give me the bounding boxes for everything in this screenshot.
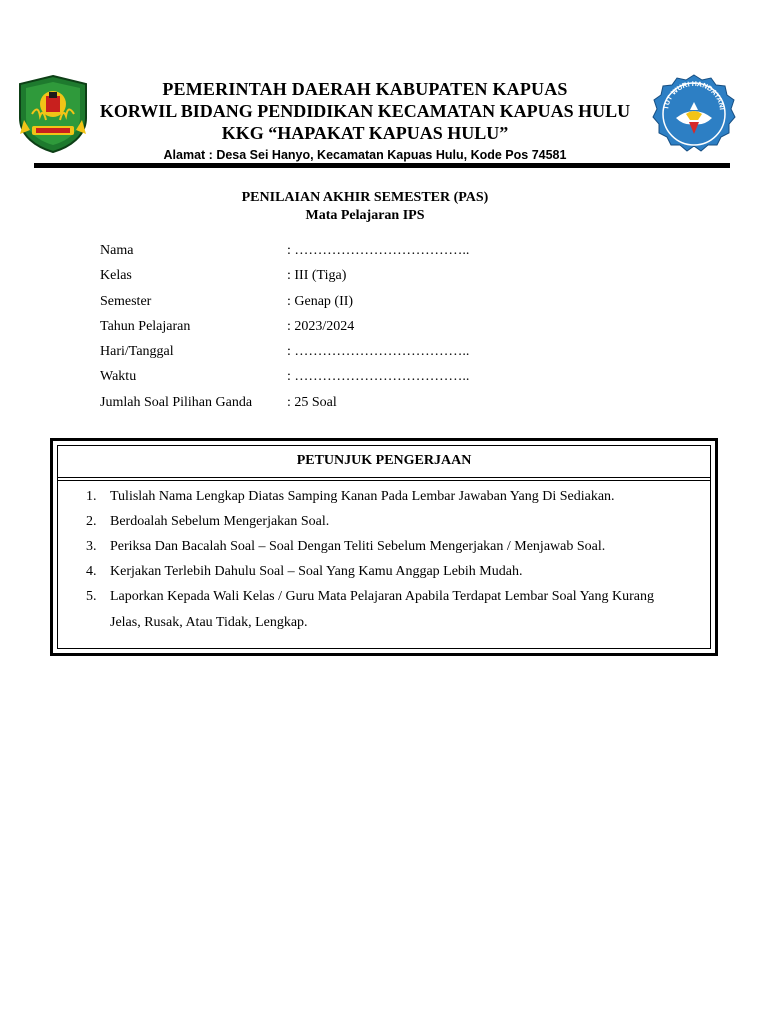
list-item-text: Periksa Dan Bacalah Soal – Soal Dengan Teliti Sebelum Mengerjakan / Menjawab Soal. — [110, 539, 606, 554]
exam-title — [100, 189, 630, 225]
list-item-text: Kerjakan Terlebih Dahulu Soal – Soal Yang Kamu Anggap Lebih Mudah. — [110, 564, 523, 579]
info-value: : III (Tiga) — [287, 268, 347, 284]
info-row-semester — [100, 292, 660, 317]
list-item — [58, 484, 710, 510]
list-item — [58, 584, 710, 636]
info-row-jumlah-soal — [100, 393, 660, 418]
instructions-inner-frame — [57, 445, 711, 649]
info-label: Semester — [100, 293, 152, 309]
exam-title-line: PENILAIAN AKHIR SEMESTER (PAS) — [241, 190, 489, 205]
info-value: : Genap (II) — [287, 293, 354, 309]
list-item-text: Tulislah Nama Lengkap Diatas Samping Kanan Pada Lembar Jawaban Yang Di Sediakan. — [110, 489, 615, 504]
info-value: : ……………………………….. — [287, 344, 470, 360]
info-value: : ……………………………….. — [287, 243, 470, 258]
list-item-number: 2. — [86, 514, 97, 529]
list-item — [58, 509, 710, 535]
info-label: Tahun Pelajaran — [100, 318, 191, 334]
info-row-nama — [100, 241, 660, 266]
list-item-text: Laporkan Kepada Wali Kelas / Guru Mata Pelajaran Apabila Terdapat Lembar Soal Yang Kurang Jelas, Rusak, Atau Tidak, Lengkap. — [110, 589, 654, 630]
letterhead — [90, 78, 640, 164]
kapuas-regency-emblem — [16, 74, 90, 154]
instructions-list — [58, 484, 710, 635]
instructions-divider — [58, 477, 710, 481]
info-label: Waktu — [100, 369, 137, 385]
list-item-number: 5. — [86, 589, 97, 604]
info-value: : ……………………………….. — [287, 369, 470, 385]
list-item — [58, 559, 710, 585]
info-row-tahun-pelajaran — [100, 317, 660, 342]
list-item — [58, 534, 710, 560]
group-name: KKG “HAPAKAT KAPUAS HULU” — [221, 123, 509, 143]
info-label: Hari/Tanggal — [100, 344, 174, 360]
instructions-box — [50, 438, 718, 656]
info-row-hari-tanggal — [100, 342, 660, 367]
subject-line: Mata Pelajaran IPS — [305, 208, 425, 223]
office-name: KORWIL BIDANG PENDIDIKAN KECAMATAN KAPUAS HULU — [99, 101, 631, 121]
info-label: Kelas — [100, 268, 132, 284]
instructions-heading: PETUNJUK PENGERJAAN — [296, 453, 472, 468]
info-row-waktu — [100, 367, 660, 392]
info-row-kelas — [100, 266, 660, 291]
list-item-text: Berdoalah Sebelum Mengerjakan Soal. — [110, 514, 330, 529]
emblem-motto-text: TUT WURI HANDAYANI — [663, 80, 725, 111]
info-label: Nama — [100, 243, 134, 258]
address: Alamat : Desa Sei Hanyo, Kecamatan Kapuas Hulu, Kode Pos 74581 — [163, 148, 567, 162]
info-value: : 25 Soal — [287, 394, 337, 410]
government-name: PEMERINTAH DAERAH KABUPATEN KAPUAS — [162, 79, 568, 99]
info-label: Jumlah Soal Pilihan Ganda — [100, 394, 253, 410]
student-info-table — [100, 241, 660, 418]
info-value: : 2023/2024 — [287, 318, 355, 334]
list-item-number: 3. — [86, 539, 97, 554]
list-item-number: 4. — [86, 564, 97, 579]
tut-wuri-handayani-emblem — [652, 74, 736, 154]
list-item-number: 1. — [86, 489, 97, 504]
letterhead-divider — [34, 163, 730, 168]
